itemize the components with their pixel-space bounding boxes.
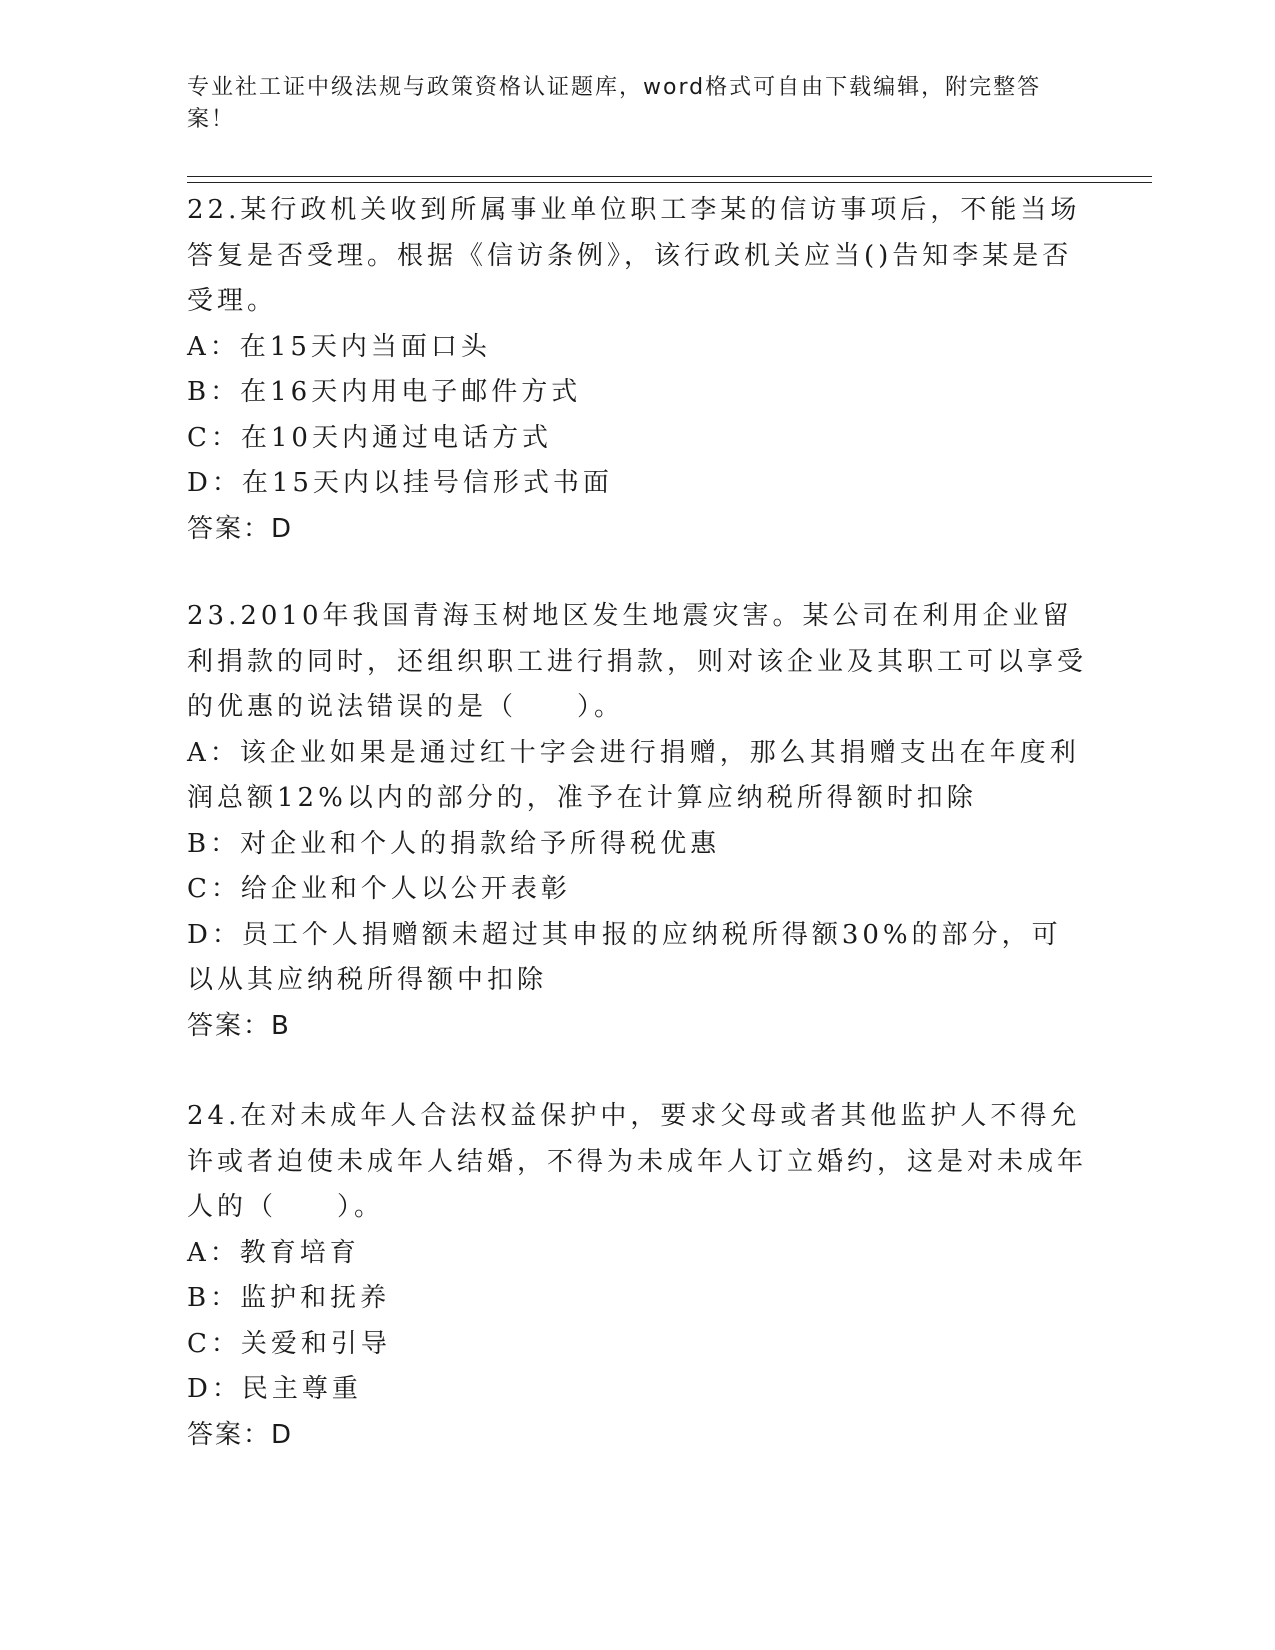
option-c: C：关爱和引导: [187, 1328, 391, 1359]
option-b: B：对企业和个人的捐款给予所得税优惠: [187, 828, 721, 859]
option-a: A：在15天内当面口头: [187, 331, 491, 362]
document-header: 专业社工证中级法规与政策资格认证题库，word格式可自由下载编辑，附完整答案！: [187, 75, 1042, 132]
option-d: D：员工个人捐赠额未超过其申报的应纳税所得额30%的部分，可以从其应纳税所得额中扣除: [187, 919, 1062, 995]
option-b: B：在16天内用电子邮件方式: [187, 377, 582, 407]
option-a: A：该企业如果是通过红十字会进行捐赠，那么其捐赠支出在年度利润总额12%以内的部分的，准予在计算应纳税所得额时扣除: [187, 737, 1080, 813]
header-divider-bottom: [187, 182, 1152, 183]
option-c: C：给企业和个人以公开表彰: [187, 874, 571, 904]
question-stem: 22.某行政机关收到所属事业单位职工李某的信访事项后，不能当场答复是否受理。根据《信访条例》，该行政机关应当()告知李某是否受理。: [187, 195, 1081, 316]
answer: 答案：D: [187, 513, 294, 544]
answer: 答案：D: [187, 1419, 294, 1450]
option-a: A：教育培育: [187, 1237, 360, 1268]
option-d: D：民主尊重: [187, 1374, 362, 1404]
option-c: C：在10天内通过电话方式: [187, 422, 552, 453]
header-divider-top: [187, 176, 1152, 177]
question-23: [187, 594, 1087, 1049]
question-22: [187, 188, 1087, 552]
answer: 答案：B: [187, 1010, 291, 1041]
question-24: [187, 1094, 1087, 1458]
option-d: D：在15天内以挂号信形式书面: [187, 468, 613, 498]
question-stem: 24.在对未成年人合法权益保护中，要求父母或者其他监护人不得允许或者迫使未成年人结婚，不得为未成年人订立婚约，这是对未成年人的（ ）。: [187, 1101, 1088, 1222]
question-stem: 23.2010年我国青海玉树地区发生地震灾害。某公司在利用企业留利捐款的同时，还组织职工进行捐款，则对该企业及其职工可以享受的优惠的说法错误的是（ ）。: [187, 601, 1088, 722]
option-b: B：监护和抚养: [187, 1283, 391, 1313]
